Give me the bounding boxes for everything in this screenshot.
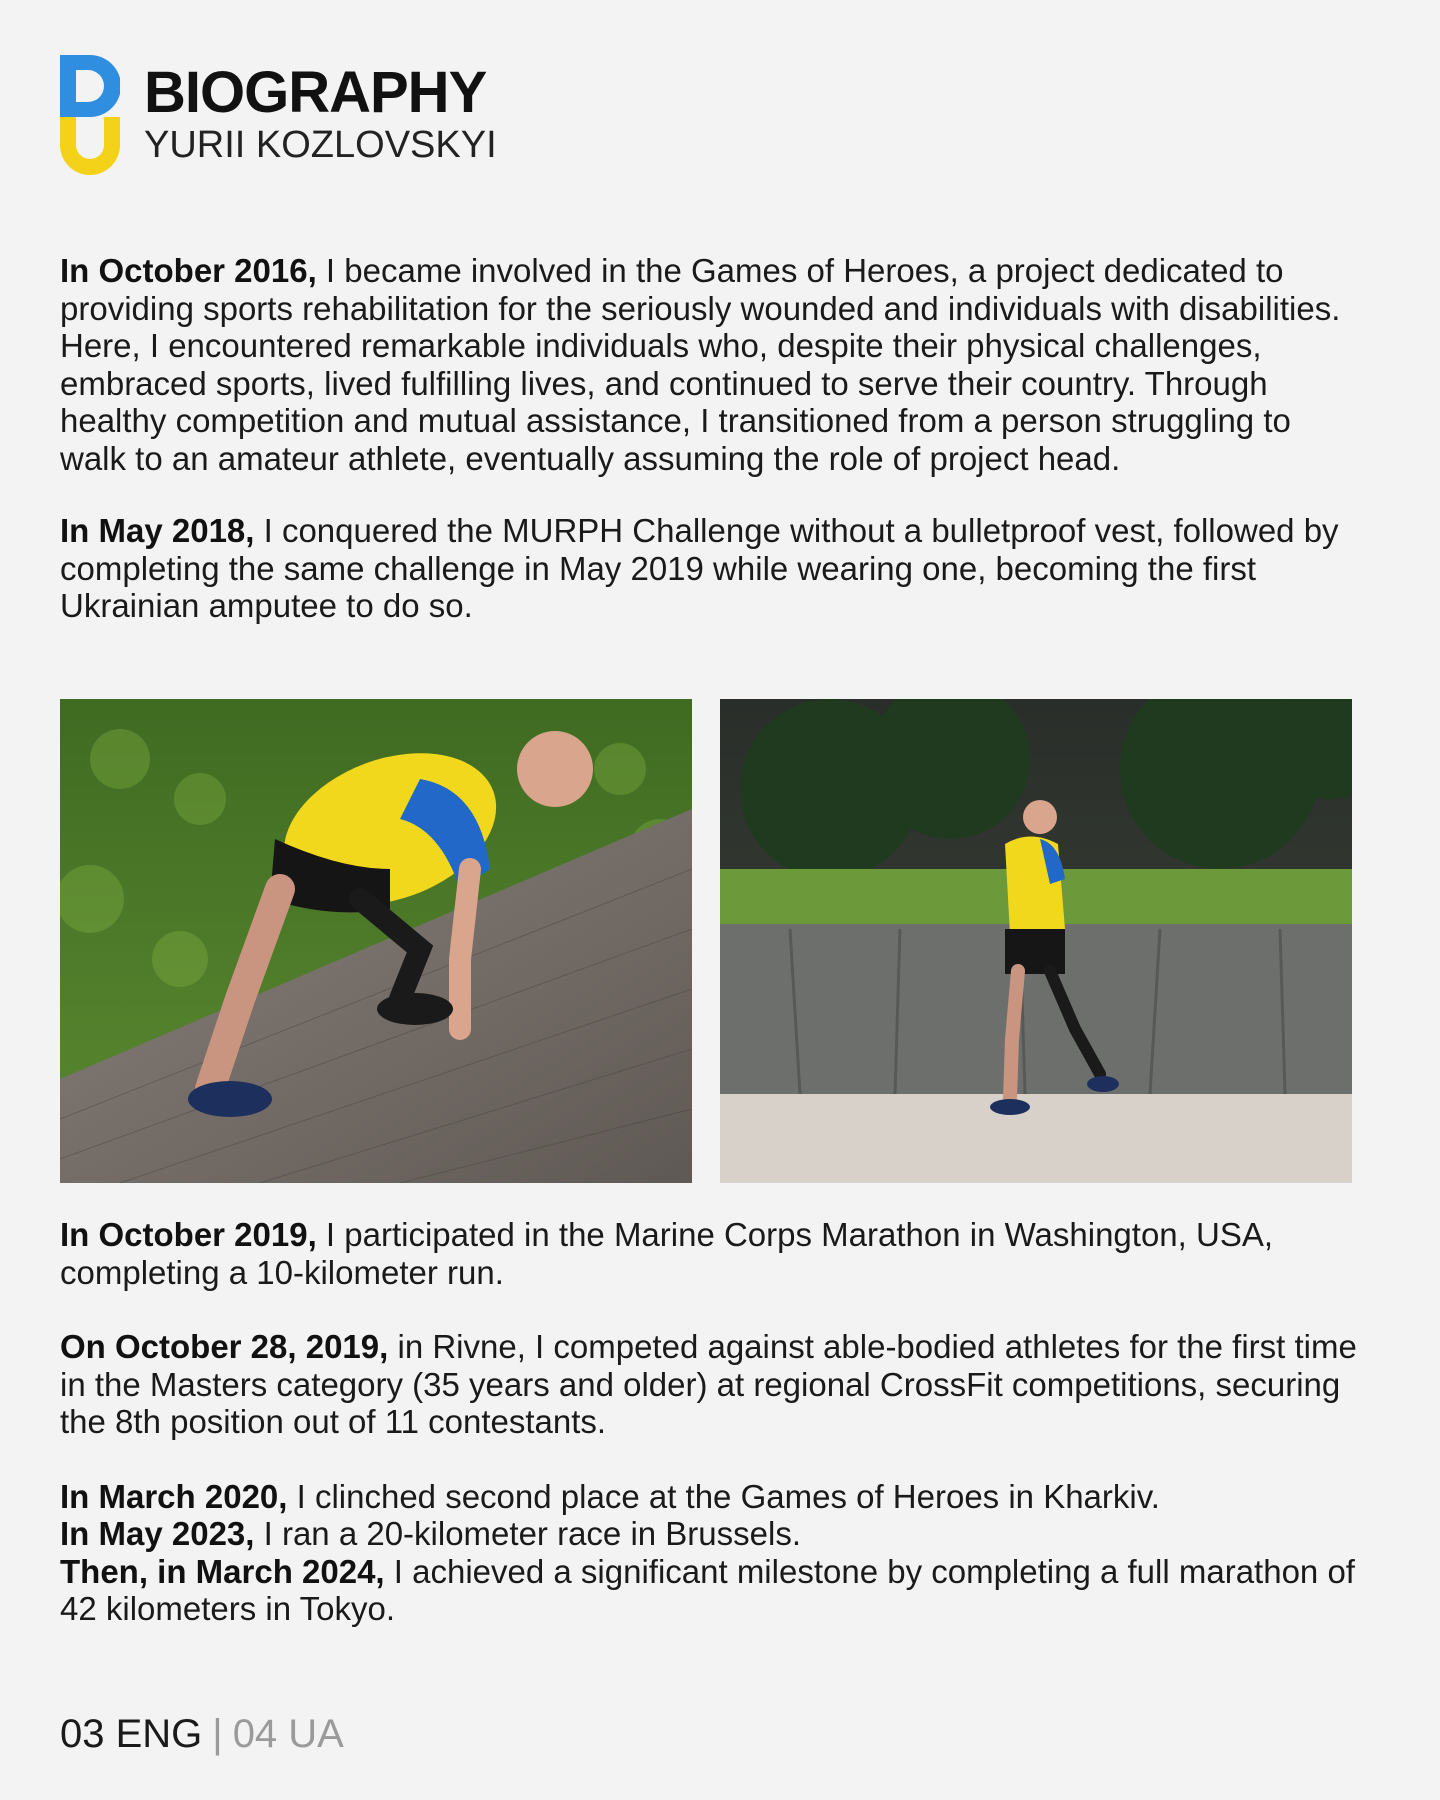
paragraph-lead: In October 2019,	[60, 1216, 317, 1253]
bio-content-top	[60, 252, 1360, 625]
paragraph-text: I clinched second place at the Games of Heroes in Kharkiv.	[287, 1477, 1160, 1515]
paragraph-text: I ran a 20-kilometer race in Brussels.	[254, 1515, 801, 1552]
paragraph-text: I became involved in the Games of Heroes, a project dedicated to providing sports rehabilitation for the seriously wounded and individuals with disabilities. Here, I encountered remarkable individuals who, despite their physical challenges, embraced sports, lived fulfilling lives, and continued to serve their country. Through healthy competition and mutual assistance, I transitioned from a person struggling to walk to an amateur athlete, eventually assuming the role of project head.	[60, 252, 1341, 477]
paragraph-lead: Then, in March 2024,	[60, 1552, 385, 1590]
athlete-stretching-photo	[60, 699, 692, 1183]
bio-content-bottom	[60, 1216, 1360, 1628]
bio-paragraph-2020	[60, 1478, 1360, 1516]
page-footer	[60, 1712, 344, 1756]
page-number-ua: 04 UA	[232, 1712, 344, 1756]
paragraph-text: I participated in the Marine Corps Marathon in Washington, USA, completing a 10-kilometer run.	[60, 1216, 1274, 1291]
paragraph-lead: In March 2020,	[60, 1477, 288, 1515]
page-title: BIOGRAPHY	[144, 60, 487, 125]
paragraph-text: I achieved a significant milestone by completing a full marathon of 42 kilometers in Tokyo.	[60, 1552, 1355, 1627]
pu-logo-icon	[60, 55, 120, 175]
bio-paragraph-2023	[60, 1515, 1360, 1553]
athlete-running-photo	[720, 699, 1352, 1183]
title-block	[144, 60, 497, 166]
paragraph-lead: In May 2023,	[60, 1515, 255, 1552]
bio-paragraph-2019-crossfit	[60, 1328, 1360, 1441]
page-separator: |	[212, 1712, 223, 1756]
bio-paragraph-2019-marathon	[60, 1216, 1360, 1291]
bio-paragraph-2024	[60, 1553, 1360, 1628]
photo-row	[60, 699, 1352, 1183]
bio-paragraph-2018	[60, 512, 1360, 625]
page-number-eng: 03 ENG	[60, 1712, 203, 1756]
page-subtitle: YURII KOZLOVSKYI	[144, 124, 497, 166]
bio-paragraph-2016	[60, 252, 1360, 477]
paragraph-text: in Rivne, I competed against able-bodied athletes for the first time in the Masters category (35 years and older) at regional CrossFit competitions, securing the 8th position out of 11 contestants.	[60, 1328, 1357, 1440]
paragraph-lead: In October 2016,	[60, 252, 317, 289]
paragraph-lead: On October 28, 2019,	[60, 1328, 389, 1365]
paragraph-lead: In May 2018,	[60, 512, 255, 549]
bio-milestones	[60, 1478, 1360, 1628]
page-header	[60, 55, 497, 175]
paragraph-text: I conquered the MURPH Challenge without a bulletproof vest, followed by completing the same challenge in May 2019 while wearing one, becoming the first Ukrainian amputee to do so.	[60, 512, 1339, 624]
